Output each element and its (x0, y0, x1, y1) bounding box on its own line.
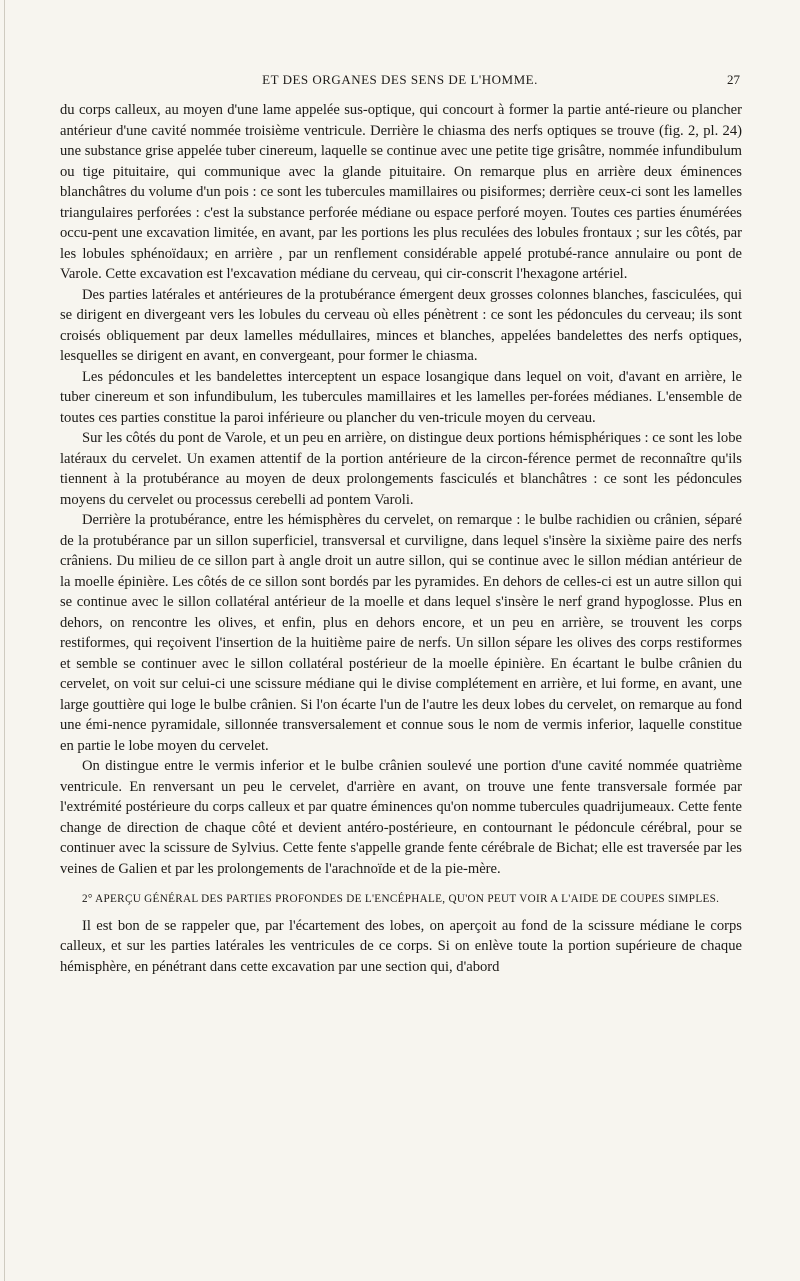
running-head: ET DES ORGANES DES SENS DE L'HOMME. (262, 72, 538, 87)
paragraph-5: Derrière la protubérance, entre les hémisphères du cervelet, on remarque : le bulbe rachidien ou crânien, séparé de la protubérance par un sillon superficiel, transversal et curviligne, dans lequel s'insère la sixième paire des nerfs crâniens. Du milieu de ce sillon part à angle droit un autre sillon, qui se continue avec le sillon médian antérieur de la moelle épinière. Les côtés de ce sillon sont bordés par les pyramides. En dehors de celles-ci est un autre sillon qui se continue avec le sillon collatéral antérieur de la moelle et dans lequel s'insère le nerf grand hypoglosse. Plus en dehors, on rencontre les olives, et enfin, plus en dehors encore, et un peu en arrière, se trouvent les corps restiformes, qui reçoivent l'insertion de la huitième paire de nerfs. Un sillon sépare les olives des corps restiformes et semble se continuer avec le sillon collatéral postérieur de la moelle épinière. En écartant le bulbe crânien du cervelet, on voit sur celui-ci une scissure médiane qui le divise complétement en arrière, et lui forme, en avant, une large gouttière qui loge le bulbe crânien. Si l'on écarte l'un de l'autre les deux lobes du cervelet, on remarque au fond une émi-nence pyramidale, sillonnée transversalement et connue sous le nom de vermis inferior, laquelle constitue en partie le lobe moyen du cervelet. (60, 512, 742, 754)
paragraph-2: Des parties latérales et antérieures de la protubérance émergent deux grosses colonnes blanches, fasciculées, qui se dirigent en divergeant vers les lobules du cerveau où elles pénètrent : ce sont les pédoncules du cerveau; ils sont croisés obliquement par deux lamelles médullaires, minces et blanches, appelées bandelettes des nerfs optiques, lesquelles se dirigent en avant, en convergeant, pour former le chiasma. (60, 286, 742, 364)
page-number: 27 (727, 72, 740, 87)
body-text (60, 100, 742, 977)
paragraph-1: du corps calleux, au moyen d'une lame appelée sus-optique, qui concourt à former la partie anté-rieure ou plancher antérieur d'une cavité nommée troisième ventricule. Derrière le chiasma des nerfs optiques se trouve (fig. 2, pl. 24) une substance grise appelée tuber cinereum, laquelle se continue avec une petite tige grisâtre, nommée infundibulum ou tige pituitaire, qui communique avec la glande pituitaire. On remarque plus en arrière deux éminences blanchâtres du volume d'un pois : ce sont les tubercules mamillaires ou pisiformes; derrière ceux-ci sont les lamelles triangulaires perforées : c'est la substance perforée médiane ou espace perforé moyen. Toutes ces parties énumérées occu-pent une excavation limitée, en avant, par les portions les plus reculées des lobules frontaux ; sur les côtés, par les lobules sphénoïdaux; en arrière , par un renflement considérable appelé protubé-rance annulaire ou pont de Varole. Cette excavation est l'excavation médiane du cerveau, qui cir-conscrit l'hexagone artériel. (60, 102, 742, 282)
paragraph-6: On distingue entre le vermis inferior et le bulbe crânien soulevé une portion d'une cavité nommée quatrième ventricule. En renversant un peu le cervelet, d'arrière en avant, on trouve une fente transversale formée par l'extrémité postérieure du corps calleux et par quatre éminences qu'on nomme tubercules quadrijumeaux. Cette fente change de direction de chaque côté et devient antéro-postérieure, en contournant le pédoncule cérébral, pour se continuer avec la scissure de Sylvius. Cette fente s'appelle grande fente cérébrale de Bichat; elle est traversée par les veines de Galien et par les prolongements de l'arachnoïde et de la pie-mère. (60, 758, 742, 877)
paragraph-4: Sur les côtés du pont de Varole, et un peu en arrière, on distingue deux portions hémisphériques : ce sont les lobe latéraux du cervelet. Un examen attentif de la portion antérieure de la circon-férence permet de reconnaître qu'ils tiennent à la protubérance au moyen de deux prolongements fasciculés et blanchâtres : ce sont les pédoncules moyens du cervelet ou processus cerebelli ad pontem Varoli. (60, 430, 742, 508)
section-heading: 2° APERÇU GÉNÉRAL DES PARTIES PROFONDES DE L'ENCÉPHALE, QU'ON PEUT VOIR A L'AIDE DE COUPES SIMPLES. (82, 893, 720, 905)
closing-paragraph: Il est bon de se rappeler que, par l'écartement des lobes, on aperçoit au fond de la scissure médiane le corps calleux, et sur les parties latérales les ventricules de ce corps. Si on enlève toute la portion supérieure de chaque hémisphère, en pénétrant dans cette excavation par une section qui, d'abord (60, 917, 742, 975)
paragraph-3: Les pédoncules et les bandelettes interceptent un espace losangique dans lequel on voit, d'avant en arrière, le tuber cinereum et son infundibulum, les tubercules mamillaires et les lamelles per-forées médianes. L'ensemble de toutes ces parties constitue la paroi inférieure ou plancher du ven-tricule moyen du cerveau. (60, 368, 742, 426)
page-edge-rule (4, 0, 5, 1281)
